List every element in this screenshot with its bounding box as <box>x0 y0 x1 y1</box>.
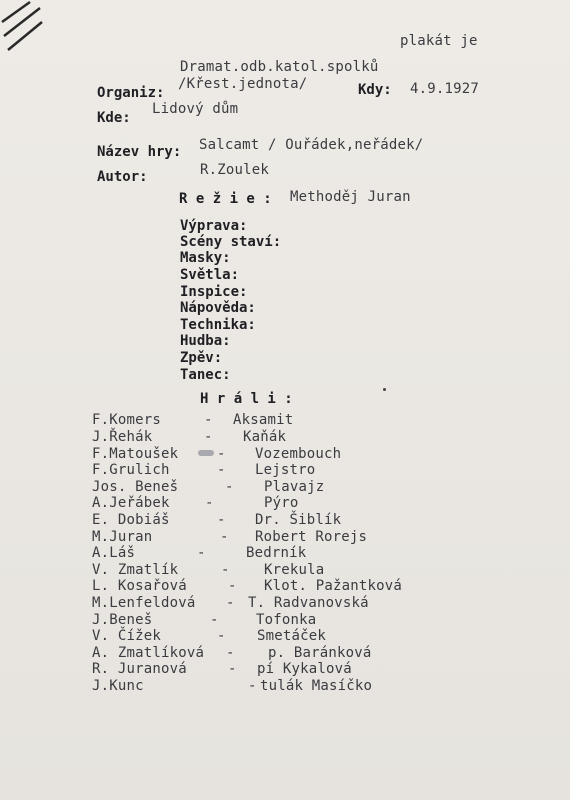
cast-role: Robert Rorejs <box>255 529 368 545</box>
play-title-value: Salcamt / Ouřádek,neřádek/ <box>199 137 424 153</box>
cast-dash: - <box>217 512 226 528</box>
director-label: R e ž i e : <box>179 191 272 207</box>
cast-actor: E. Dobiáš <box>92 512 170 528</box>
cast-role: Pýro <box>264 495 299 511</box>
poster-note: plakát je <box>400 33 478 49</box>
play-title-label: Název hry: <box>97 144 182 160</box>
cast-role: p. Baránková <box>268 645 372 661</box>
cast-dash: - <box>221 562 230 578</box>
date-value: 4.9.1927 <box>410 81 480 97</box>
cast-heading: H r á l i : <box>200 391 293 407</box>
cast-row <box>0 412 570 430</box>
cast-row <box>0 578 570 596</box>
cast-dash: - <box>228 578 237 594</box>
cast-role: Lejstro <box>255 462 316 478</box>
cast-role: Aksamit <box>233 412 294 428</box>
cast-dash: - <box>204 429 213 445</box>
cast-actor: J.Řehák <box>92 429 153 445</box>
cast-role: Kaňák <box>243 429 287 445</box>
organizer-value-line1: Dramat.odb.katol.spolků <box>180 59 379 75</box>
place-label: Kde: <box>97 110 131 126</box>
cast-actor: F.Komers <box>92 412 162 428</box>
crew-label: Scény staví: <box>180 234 282 250</box>
ink-dot <box>383 388 386 391</box>
crew-label: Tanec: <box>180 367 231 383</box>
cast-role: Smetáček <box>257 628 327 644</box>
cast-dash: - <box>217 462 226 478</box>
cast-role: Vozembouch <box>255 446 342 462</box>
cast-actor: M.Juran <box>92 529 153 545</box>
cast-actor: Jos. Beneš <box>92 479 179 495</box>
cast-actor: A. Zmatlíková <box>92 645 205 661</box>
cast-role: Krekula <box>264 562 325 578</box>
cast-row <box>0 512 570 530</box>
cast-actor: J.Kunc <box>92 678 144 694</box>
organizer-value-line2: /Křest.jednota/ <box>178 76 308 92</box>
cast-actor: R. Juranová <box>92 661 187 677</box>
cast-actor: M.Lenfeldová <box>92 595 196 611</box>
cast-role: Dr. Šiblík <box>255 512 342 528</box>
director-value: Methoděj Juran <box>290 189 411 205</box>
cast-actor: J.Beneš <box>92 612 153 628</box>
cast-dash: - <box>210 612 219 628</box>
cast-dash: - <box>197 545 206 561</box>
cast-actor: V. Čížek <box>92 628 162 644</box>
cast-actor: F.Grulich <box>92 462 170 478</box>
cast-dash: - <box>248 678 257 694</box>
cast-dash: - <box>205 495 214 511</box>
cast-actor: A.Láš <box>92 545 136 561</box>
cast-role: Bedrník <box>246 545 307 561</box>
cast-dash: - <box>220 529 229 545</box>
cast-dash: - <box>226 595 235 611</box>
crew-label: Světla: <box>180 267 240 283</box>
cast-dash: - <box>226 645 235 661</box>
crew-label: Výprava: <box>180 218 248 234</box>
crew-label: Inspice: <box>180 284 248 300</box>
cast-actor: L. Kosařová <box>92 578 187 594</box>
cast-row <box>0 545 570 563</box>
cast-role: Tofonka <box>256 612 317 628</box>
cast-dash: - <box>204 412 213 428</box>
cast-row <box>0 429 570 447</box>
cast-actor: A.Jeřábek <box>92 495 170 511</box>
cast-role: pí Kykalová <box>257 661 352 677</box>
cast-row <box>0 678 570 696</box>
cast-actor: V. Zmatlík <box>92 562 179 578</box>
crew-label: Hudba: <box>180 333 231 349</box>
place-value: Lidový dům <box>152 101 239 117</box>
crew-label: Nápověda: <box>180 300 256 316</box>
cast-row <box>0 462 570 480</box>
crew-label: Masky: <box>180 250 231 266</box>
cast-actor: F.Matoušek <box>92 446 179 462</box>
cast-row <box>0 628 570 646</box>
cast-row <box>0 495 570 513</box>
cast-row <box>0 595 570 613</box>
ink-smudge <box>198 450 214 456</box>
cast-role: T. Radvanovská <box>248 595 369 611</box>
cast-role: Plavajz <box>264 479 325 495</box>
cast-dash: - <box>228 661 237 677</box>
date-label: Kdy: <box>358 82 392 98</box>
author-value: R.Zoulek <box>200 162 270 178</box>
cast-row <box>0 661 570 679</box>
crew-label: Zpěv: <box>180 350 223 366</box>
cast-dash: - <box>217 628 226 644</box>
cast-role: tulák Masíčko <box>260 678 373 694</box>
cast-role: Klot. Pažantková <box>264 578 403 594</box>
crew-label: Technika: <box>180 317 256 333</box>
organizer-label: Organiz: <box>97 85 165 101</box>
cast-dash: - <box>217 446 226 462</box>
author-label: Autor: <box>97 169 148 185</box>
cast-dash: - <box>225 479 234 495</box>
